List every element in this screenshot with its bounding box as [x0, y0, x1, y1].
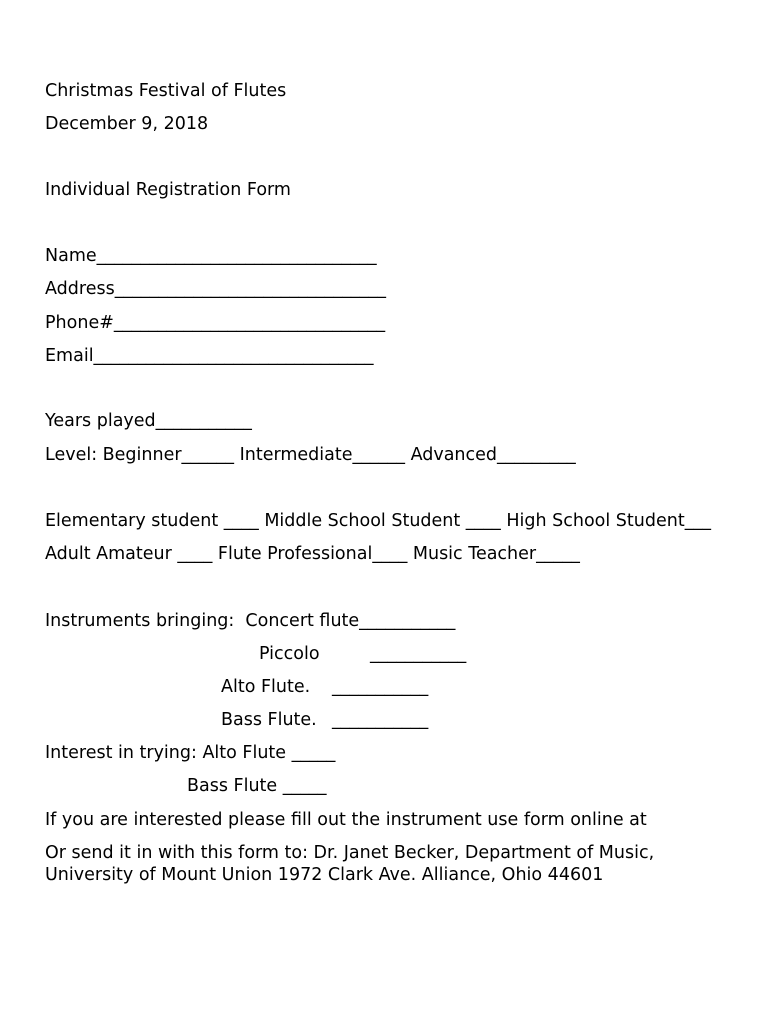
- interest-bass-flute[interactable]: Bass Flute _____: [187, 776, 327, 796]
- category-row-students[interactable]: Elementary student ____ Middle School Student ____ High School Student___: [45, 511, 711, 531]
- interest-alto-flute[interactable]: Interest in trying: Alto Flute _____: [45, 743, 336, 763]
- name-field[interactable]: Name________________________________: [45, 246, 377, 266]
- instrument-bass-flute-blank[interactable]: ___________: [332, 710, 429, 730]
- category-row-adults[interactable]: Adult Amateur ____ Flute Professional____ Music Teacher_____: [45, 544, 580, 564]
- years-played-field[interactable]: Years played___________: [45, 411, 252, 431]
- instrument-concert-flute[interactable]: Instruments bringing: Concert flute___________: [45, 611, 456, 631]
- event-date: December 9, 2018: [45, 114, 209, 134]
- instrument-piccolo-label: Piccolo: [259, 644, 320, 664]
- mailing-instructions-line2: University of Mount Union 1972 Clark Ave. Alliance, Ohio 44601: [45, 865, 604, 885]
- instrument-alto-flute-blank[interactable]: ___________: [332, 677, 429, 697]
- event-title: Christmas Festival of Flutes: [45, 81, 287, 101]
- mailing-instructions-line1: Or send it in with this form to: Dr. Janet Becker, Department of Music,: [45, 843, 655, 863]
- address-field[interactable]: Address_______________________________: [45, 279, 386, 299]
- form-title: Individual Registration Form: [45, 180, 291, 200]
- level-field[interactable]: Level: Beginner______ Intermediate______ Advanced_________: [45, 445, 576, 465]
- email-field[interactable]: Email________________________________: [45, 346, 374, 366]
- instrument-piccolo-blank[interactable]: ___________: [370, 644, 467, 664]
- phone-field[interactable]: Phone#_______________________________: [45, 313, 386, 333]
- instrument-form-note: If you are interested please fill out the instrument use form online at: [45, 810, 647, 830]
- instrument-alto-flute-label: Alto Flute.: [221, 677, 311, 697]
- instrument-bass-flute-label: Bass Flute.: [221, 710, 317, 730]
